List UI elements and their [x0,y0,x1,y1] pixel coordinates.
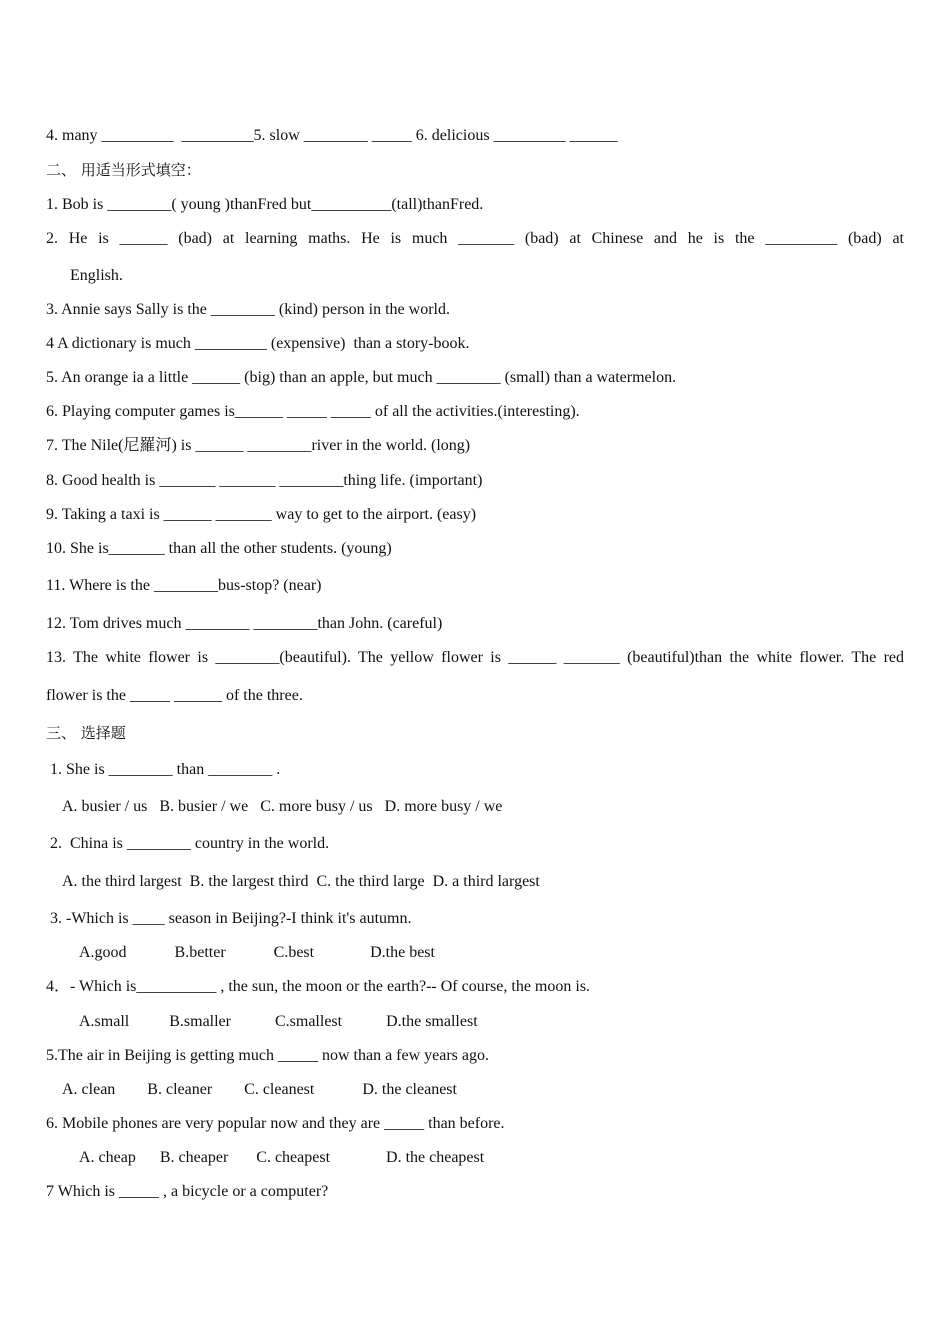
choice-question-3-options: A.good B.better C.best D.the best [79,944,435,961]
question-5: 5. An orange ia a little ______ (big) than an apple, but much ________ (small) than a watermelon. [46,369,677,386]
choice-question-5: 5.The air in Beijing is getting much _____ now than a few years ago. [46,1047,490,1064]
choice-question-6: 6. Mobile phones are very popular now and they are _____ than before. [46,1115,505,1132]
question-3: 3. Annie says Sally is the ________ (kind) person in the world. [46,301,450,318]
question-9: 9. Taking a taxi is ______ _______ way to get to the airport. (easy) [46,506,477,523]
choice-question-6-options: A. cheap B. cheaper C. cheapest D. the cheapest [79,1149,485,1166]
question-7: 7. The Nile(尼羅河) is ______ ________river in the world. (long) [46,437,471,454]
choice-question-4: 4．- Which is__________ , the sun, the moon or the earth?-- Of course, the moon is. [46,978,591,995]
choice-question-1-options: A. busier / us B. busier / we C. more busy / us D. more busy / we [62,798,503,815]
exercise-line-many-slow-delicious: 4. many _________ _________5. slow ________ _____ 6. delicious _________ ______ [46,127,618,144]
question-10: 10. She is_______ than all the other students. (young) [46,540,392,557]
question-8: 8. Good health is _______ _______ ________thing life. (important) [46,472,483,489]
question-13: 13. The white flower is ________(beautiful). The yellow flower is ______ _______ (beautiful)than the white flower. The red [46,649,904,666]
question-2: 2. He is ______ (bad) at learning maths. He is much _______ (bad) at Chinese and he is the _________ (bad) at [46,230,904,247]
question-12: 12. Tom drives much ________ ________than John. (careful) [46,615,443,632]
question-4: 4 A dictionary is much _________ (expensive) than a story-book. [46,335,470,352]
section-heading-multiple-choice: 三、 选择题 [46,724,126,742]
question-6: 6. Playing computer games is______ _____ _____ of all the activities.(interesting). [46,403,580,420]
choice-question-4-options: A.small B.smaller C.smallest D.the smallest [79,1013,478,1030]
choice-question-2-options: A. the third largest B. the largest third C. the third large D. a third largest [62,873,540,890]
question-2-continued: English. [70,267,123,284]
question-11: 11. Where is the ________bus-stop? (near) [46,577,322,594]
choice-question-7: 7 Which is _____ , a bicycle or a computer? [46,1183,329,1200]
section-heading-fill-in: 二、 用适当形式填空： [46,161,201,179]
choice-question-1: 1. She is ________ than ________ . [50,761,281,778]
choice-question-5-options: A. clean B. cleaner C. cleanest D. the cleanest [62,1081,457,1098]
choice-question-2: 2. China is ________ country in the world. [50,835,330,852]
question-13-continued: flower is the _____ ______ of the three. [46,687,303,704]
question-1: 1. Bob is ________( young )thanFred but__________(tall)thanFred. [46,196,484,213]
choice-question-3: 3. -Which is ____ season in Beijing?-I think it's autumn. [50,910,412,927]
